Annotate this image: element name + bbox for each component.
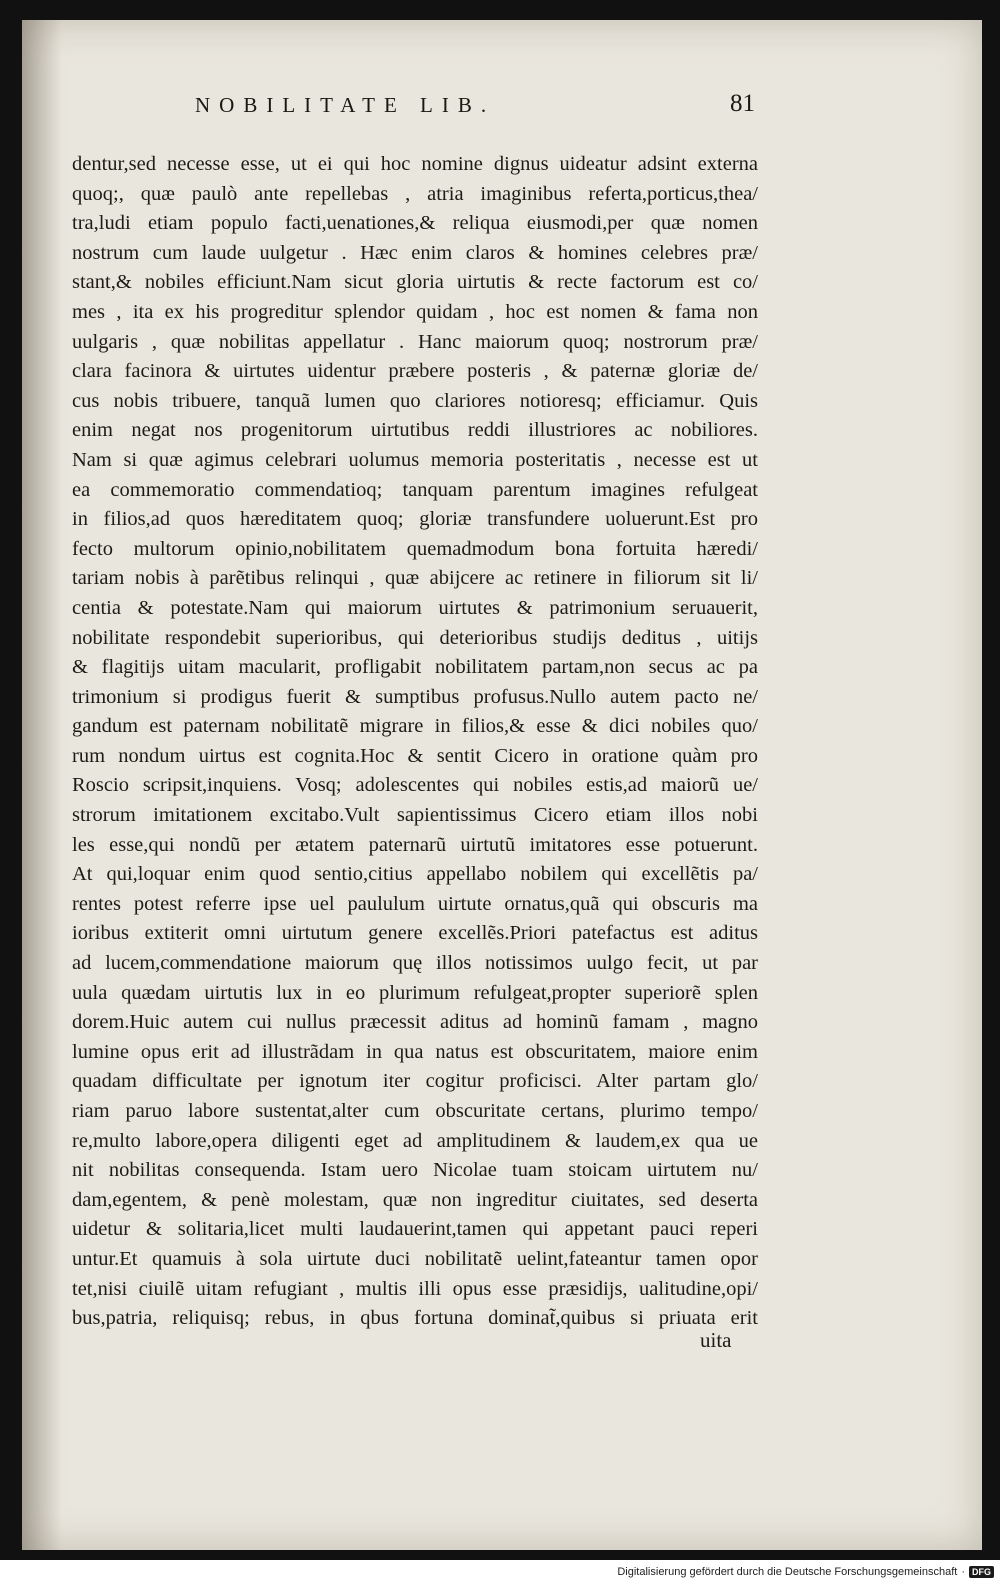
text-line: uula quædam uirtutis lux in eo plurimum refulgeat,propter superiorẽ splen <box>72 981 758 1004</box>
text-line: ad lucem,commendatione maiorum quę illos notissimos uulgo fecit, ut par <box>72 952 758 975</box>
text-line: trimonium si prodigus fuerit & sumptibus profusus.Nullo autem pacto ne/ <box>72 685 758 708</box>
text-line: nit nobilitas consequenda. Istam uero Nicolae tuam stoicam uirtutem nu/ <box>72 1159 758 1182</box>
text-line: fecto multorum opinio,nobilitatem quemadmodum bona fortuita hæredi/ <box>72 537 758 560</box>
text-line: re,multo labore,opera diligenti eget ad amplitudinem & laudem,ex qua ue <box>72 1129 758 1152</box>
text-line: strorum imitationem excitabo.Vult sapientissimus Cicero etiam illos nobi <box>72 804 758 827</box>
text-line: stant,& nobiles efficiunt.Nam sicut gloria uirtutis & recte factorum est co/ <box>72 271 758 294</box>
dfg-logo: DFG <box>969 1566 994 1578</box>
text-line: cus nobis tribuere, tanquã lumen quo clariores notioresq; efficiamur. Quis <box>72 389 758 412</box>
text-line: tariam nobis à parẽtibus relinqui , quæ abijcere ac retinere in filiorum sit li/ <box>72 567 758 590</box>
running-head: NOBILITATE LIB. <box>195 93 496 117</box>
gutter-shadow <box>22 20 62 1550</box>
digitization-footer <box>617 1566 994 1578</box>
text-line: tet,nisi ciuilẽ uitam refugiant , multis illi opus esse præsidijs, ualitudine,opi/ <box>72 1277 758 1300</box>
text-line: rentes potest referre ipse uel paululum uirtute ornatus,quã qui obscuris ma <box>72 892 758 915</box>
text-line: dam,egentem, & penè molestam, quæ non ingreditur ciuitates, sed deserta <box>72 1188 758 1211</box>
text-line: dentur,sed necesse esse, ut ei qui hoc nomine dignus uideatur adsint externa <box>72 153 758 175</box>
text-line: quoq;, quæ paulò ante repellebas , atria imaginibus referta,porticus,thea/ <box>72 182 758 205</box>
catchword: uita <box>700 1328 732 1352</box>
text-line: centia & potestate.Nam qui maiorum uirtutes & patrimonium seruauerit, <box>72 596 758 619</box>
text-line: riam paruo labore sustentat,alter cum obscuritate certans, plurimo tempo/ <box>72 1100 758 1122</box>
body-text <box>72 150 758 1334</box>
text-line: quadam difficultate per ignotum iter cogitur proficisci. Alter partam glo/ <box>72 1070 758 1093</box>
page-number: 81 <box>730 90 755 117</box>
text-line: dorem.Huic autem cui nullus præcessit aditus ad hominũ famam , magno <box>72 1011 758 1034</box>
text-line: Roscio scripsit,inquiens. Vosq; adolescentes qui nobiles estis,ad maiorũ ue/ <box>72 774 758 797</box>
text-line: ioribus extiterit omni uirtutum genere excellẽs.Priori patefactus est aditus <box>72 922 758 945</box>
text-line: enim negat nos progenitorum uirtutibus reddi illustriores ac nobiliores. <box>72 419 758 442</box>
text-line: gandum est paternam nobilitatẽ migrare in filios,& esse & dici nobiles quo/ <box>72 715 758 738</box>
text-line: untur.Et quamuis à sola uirtute duci nobilitatẽ uelint,fateantur tamen opor <box>72 1247 758 1270</box>
text-line: mes , ita ex his progreditur splendor quidam , hoc est nomen & fama non <box>72 300 758 323</box>
text-line: Nam si quæ agimus celebrari uolumus memoria posteritatis , necesse est ut <box>72 448 758 471</box>
text-line: & flagitijs uitam macularit, profligabit nobilitatem partam,non secus ac pa <box>72 656 758 679</box>
text-line: les esse,qui nondũ per ætatem paternarũ uirtutũ imitatores esse potuerunt. <box>72 833 758 856</box>
text-line: uidetur & solitaria,licet multi laudauerint,tamen qui appetant pauci reperi <box>72 1218 758 1241</box>
text-line: rum nondum uirtus est cognita.Hoc & sentit Cicero in oratione quàm pro <box>72 744 758 767</box>
text-line: in filios,ad quos hæreditatem quoq; gloriæ transfundere uoluerunt.Est pro <box>72 508 758 531</box>
text-line: bus,patria, reliquisq; rebus, in qbus fortuna dominat̃,quibus si priuata erit <box>72 1307 758 1330</box>
text-line: At qui,loquar enim quod sentio,citius appellabo nobilem qui excellẽtis pa/ <box>72 863 758 886</box>
text-line: lumine opus erit ad illustrãdam in qua natus est obscuritatem, maiore enim <box>72 1040 758 1063</box>
funding-credit: Digitalisierung gefördert durch die Deutsche Forschungsgemeinschaft <box>617 1566 958 1578</box>
text-line: ea commemoratio commendatioq; tanquam parentum imagines refulgeat <box>72 478 758 501</box>
text-line: nostrum cum laude uulgetur . Hæc enim claros & homines celebres præ/ <box>72 241 758 264</box>
text-line: clara facinora & uirtutes uidentur præbere posteris , & paternæ gloriæ de/ <box>72 360 758 383</box>
text-line: uulgaris , quæ nobilitas appellatur . Hanc maiorum quoq; nostrorum præ/ <box>72 330 758 353</box>
separator: · <box>961 1566 965 1578</box>
text-line: tra,ludi etiam populo facti,uenationes,& reliqua eiusmodi,per quæ nomen <box>72 212 758 235</box>
text-line: nobilitate respondebit superioribus, qui deterioribus studijs deditus , uitijs <box>72 626 758 649</box>
